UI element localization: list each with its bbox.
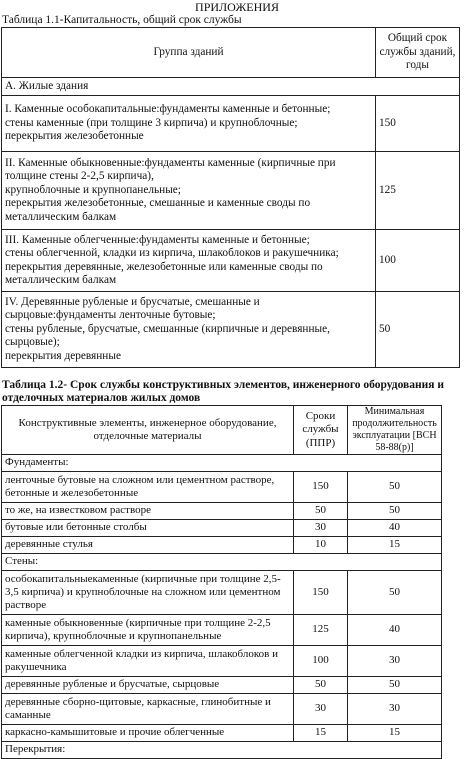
header-life: Общий срок службы зданий, годы [376, 28, 460, 78]
description-line: толщине стены 2-2,5 кирпича), [5, 170, 154, 183]
table-row [2, 292, 460, 368]
group-description [2, 96, 376, 152]
table-row [2, 152, 460, 230]
ppr-value: 30 [294, 520, 348, 537]
section-row [2, 455, 442, 472]
table-row [2, 537, 442, 554]
header-element: Конструктивные элементы, инженерное оборудование, отделочные материалы [2, 406, 294, 455]
vsn-value: 50 [348, 571, 442, 615]
description-line: металлическим балкам [5, 273, 117, 286]
table-row [2, 677, 442, 694]
vsn-value: 30 [348, 646, 442, 677]
section-label: Фундаменты: [2, 455, 442, 472]
description-line: стены каменные (при толщине 3 кирпича) и крупноблочные; [5, 116, 298, 129]
vsn-value: 50 [348, 503, 442, 520]
ppr-value: 10 [294, 537, 348, 554]
table-header-row [2, 28, 460, 78]
element-name: каркасно-камышитовые и прочие облегченные [2, 725, 294, 742]
header-ppr: Сроки службы (ППР) [294, 406, 348, 455]
element-name: то же, на известковом растворе [2, 503, 294, 520]
table-row [2, 646, 442, 677]
ppr-value: 15 [294, 725, 348, 742]
element-name: особокапитальныекаменные (кирпичные при толщине 2,5-3,5 кирпича) и крупноблочные на сложном или цементном растворе [2, 571, 294, 615]
ppr-value: 100 [294, 646, 348, 677]
vsn-value: 40 [348, 615, 442, 646]
description-line: I. Каменные особокапитальные:фундаменты каменные и бетонные; [5, 103, 331, 116]
vsn-value: 50 [348, 472, 442, 503]
vsn-value: 15 [348, 725, 442, 742]
service-life-value: 125 [376, 152, 460, 230]
vsn-value: 40 [348, 520, 442, 537]
service-life-value: 100 [376, 230, 460, 292]
table-row [2, 503, 442, 520]
ppr-value: 50 [294, 677, 348, 694]
section-row [2, 742, 442, 759]
table-row [2, 472, 442, 503]
vsn-value: 50 [348, 677, 442, 694]
header-group: Группа зданий [2, 28, 376, 78]
section-label: А. Жилые здания [2, 78, 460, 96]
group-description [2, 230, 376, 292]
element-name: деревянные рубленые и брусчатые, сырцовые [2, 677, 294, 694]
description-line: стены рубленые, брусчатые, смешанные (кирпичные и деревянные, [5, 322, 330, 335]
description-line: перекрытия железобетонные [5, 130, 144, 143]
table-row [2, 615, 442, 646]
ppr-value: 150 [294, 472, 348, 503]
element-name: деревянные стулья [2, 537, 294, 554]
description-line: сырцовые); [5, 336, 60, 349]
element-name: каменные облегченной кладки из кирпича, шлакоблоков и ракушечника [2, 646, 294, 677]
description-line: II. Каменные обыкновенные:фундаменты каменные (кирпичные при [5, 156, 336, 169]
table-row [2, 725, 442, 742]
description-line: перекрытия железобетонные, смешанные и каменные своды по [5, 197, 311, 210]
description-line: перекрытия деревянные [5, 349, 121, 362]
table-row [2, 520, 442, 537]
capital-table [1, 27, 460, 368]
service-life-value: 50 [376, 292, 460, 368]
vsn-value: 30 [348, 694, 442, 725]
service-life-value: 150 [376, 96, 460, 152]
description-line: стены облегченной, кладки из кирпича, шлакоблоков и ракушечника; [5, 247, 339, 260]
table1-title: Таблица 1.1-Капитальность, общий срок службы [2, 14, 242, 26]
ppr-value: 150 [294, 571, 348, 615]
description-line: перекрытия деревянные, железобетонные или каменные своды по [5, 260, 323, 273]
description-line: IV. Деревянные рубленые и брусчатые, смешанные и [5, 295, 260, 308]
description-line: III. Каменные облегченные:фундаменты каменные и бетонные; [5, 233, 310, 246]
table-row [2, 571, 442, 615]
group-description [2, 152, 376, 230]
element-name: каменные обыкновенные (кирпичные при толщине 2-2,5 кирпича), крупноблочные и крупнопанельные [2, 615, 294, 646]
table-row [2, 96, 460, 152]
page-heading: ПРИЛОЖЕНИЯ [195, 0, 279, 14]
vsn-value: 15 [348, 537, 442, 554]
service-life-table [1, 405, 442, 759]
section-label: Перекрытия: [2, 742, 442, 759]
table-header-row [2, 406, 442, 455]
element-name: деревянные сборно-щитовые, каркасные, глинобитные и саманные [2, 694, 294, 725]
group-description [2, 292, 376, 368]
section-row [2, 554, 442, 571]
description-line: сырцовые:фундаменты ленточные бутовые; [5, 309, 216, 322]
element-name: бутовые или бетонные столбы [2, 520, 294, 537]
ppr-value: 50 [294, 503, 348, 520]
table-row [2, 694, 442, 725]
section-row [2, 78, 460, 96]
ppr-value: 125 [294, 615, 348, 646]
ppr-value: 30 [294, 694, 348, 725]
description-line: крупноблочные и крупнопанельные; [5, 183, 181, 196]
header-vsn: Минимальная продолжительность эксплуатации [ВСН 58-88(р)] [348, 406, 442, 455]
table2-title: Таблица 1.2- Срок службы конструктивных элементов, инженерного оборудования и отделочных материалов жилых домов [2, 379, 444, 404]
element-name: ленточные бутовые на сложном или цементном растворе, бетонные и железобетонные [2, 472, 294, 503]
section-label: Стены: [2, 554, 442, 571]
table-row [2, 230, 460, 292]
description-line: металлическим балкам [5, 210, 117, 223]
